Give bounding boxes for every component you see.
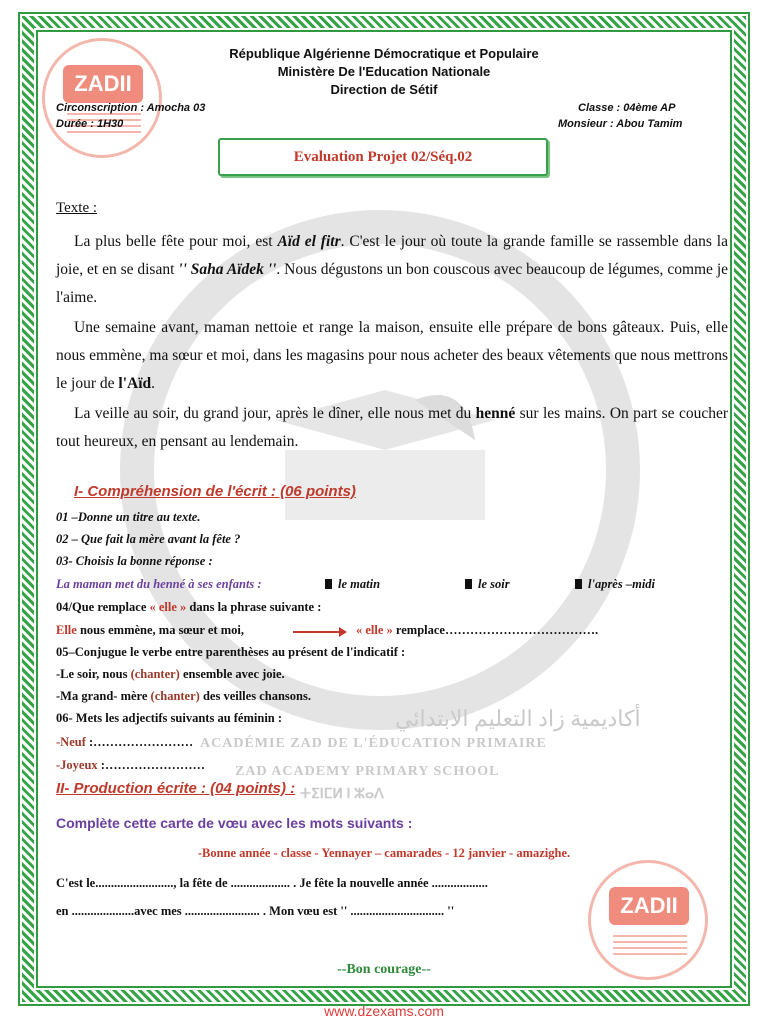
header-line3: Direction de Sétif bbox=[330, 82, 438, 97]
question-5-line1[interactable]: -Le soir, nous (chanter) ensemble avec joie. bbox=[56, 667, 285, 681]
para3-henne: henné bbox=[475, 405, 516, 422]
site-link[interactable]: www.dzexams.com bbox=[324, 1003, 444, 1019]
question-4: 04/Que remplace « elle » dans la phrase suivante : bbox=[56, 600, 322, 614]
para2-part-c: . bbox=[151, 375, 156, 392]
paragraph-1 bbox=[56, 228, 728, 312]
header-line2: Ministère De l'Education Nationale bbox=[277, 64, 491, 79]
question-4-answer-line[interactable]: « elle » remplace………………………………. bbox=[356, 623, 599, 637]
section-comprehension-title: I- Compréhension de l'écrit : (06 points) bbox=[74, 483, 356, 500]
badge-logo-text: ZADII bbox=[63, 65, 143, 103]
choice-le-soir[interactable]: le soir bbox=[465, 577, 510, 592]
watermark-fr: ACADÉMIE ZAD DE L'ÉDUCATION PRIMAIRE bbox=[200, 736, 547, 751]
meta-monsieur: Monsieur : Abou Tamim bbox=[558, 118, 683, 130]
choice-le-matin[interactable]: le matin bbox=[325, 577, 380, 592]
footer-bon-courage: --Bon courage-- bbox=[337, 962, 431, 977]
arrow-right-icon bbox=[293, 631, 345, 633]
watermark-tz: ⵜⵉⵏⵎⵍ ⵏ ⵣⴰⴷ bbox=[300, 787, 384, 802]
question-5: 05–Conjugue le verbe entre parenthèses au présent de l'indicatif : bbox=[56, 645, 406, 659]
badge-lines-icon bbox=[613, 935, 687, 937]
badge-logo-text: ZADII bbox=[609, 887, 689, 925]
paragraph-2 bbox=[56, 314, 728, 398]
checkbox-icon bbox=[465, 579, 472, 589]
para1-part-e: . Nous dégustons un bon couscous avec beaucoup de légumes, comme je l'aime. bbox=[56, 261, 729, 306]
para1-part-c: . C'est le jour où toute la grande famille se rassemble dans la joie, et en se disant bbox=[56, 233, 728, 278]
meta-circonscription: Circonscription : Amocha 03 bbox=[56, 102, 206, 114]
production-words: -Bonne année - classe - Yennayer – camarades - 12 janvier - amazighe. bbox=[197, 846, 571, 860]
checkbox-icon bbox=[575, 579, 582, 589]
para3-part-a: La veille au soir, du grand jour, après le dîner, elle nous met du bbox=[74, 405, 476, 422]
production-instruction: Complète cette carte de vœu avec les mots suivants : bbox=[56, 815, 413, 831]
para2-aid: l'Aïd bbox=[118, 375, 152, 392]
question-2: 02 – Que fait la mère avant la fête ? bbox=[56, 532, 241, 546]
paragraph-3 bbox=[56, 400, 728, 456]
question-6: 06- Mets les adjectifs suivants au féminin : bbox=[56, 711, 283, 725]
question-4-sentence: Elle nous emmène, ma sœur et moi, bbox=[56, 623, 244, 637]
question-3-prompt: La maman met du henné à ses enfants : bbox=[56, 577, 262, 591]
header-line1: République Algérienne Démocratique et Populaire bbox=[229, 46, 539, 61]
para2-part-a: Une semaine avant, maman nettoie et range la maison, ensuite elle prépare de bons gâteaux. Puis, elle nous emmène, ma sœur et moi, dans les magasins pour nous acheter des beaux vêtements que nous mettrons le jour de bbox=[56, 319, 728, 392]
para3-part-c: sur les mains. On part se coucher tout heureux, en pensant au lendemain. bbox=[56, 405, 728, 450]
section-production-title: II- Production écrite : (04 points) : bbox=[56, 780, 296, 797]
question-6-line1[interactable]: -Neuf :…………………… bbox=[56, 735, 194, 749]
choice-apres-midi[interactable]: l'après –midi bbox=[575, 577, 655, 592]
watermark-en: ZAD ACADEMY PRIMARY SCHOOL bbox=[235, 764, 500, 779]
page-title: Evaluation Projet 02/Séq.02 bbox=[218, 138, 548, 176]
meta-classe: Classe : 04ème AP bbox=[578, 102, 676, 114]
checkbox-icon bbox=[325, 579, 332, 589]
production-line2[interactable]: en ....................avec mes ........................ . Mon vœu est '' .............................. '' bbox=[56, 904, 455, 918]
meta-duree: Durée : 1H30 bbox=[56, 118, 124, 130]
question-6-line2[interactable]: -Joyeux :…………………… bbox=[56, 758, 205, 772]
texte-label: Texte : bbox=[56, 200, 98, 216]
para1-saha: '' Saha Aïdek '' bbox=[178, 261, 277, 278]
production-line1[interactable]: C'est le........................., la fête de ................... . Je fête la nouvelle année .................. bbox=[56, 876, 488, 890]
watermark-ar: أكاديمية زاد التعليم الابتدائي bbox=[395, 706, 641, 731]
question-5-line2[interactable]: -Ma grand- mère (chanter) des veilles chansons. bbox=[56, 689, 311, 703]
para1-part-a: La plus belle fête pour moi, est bbox=[74, 233, 278, 250]
para1-aid: Aïd el fitr bbox=[277, 233, 341, 250]
question-3: 03- Choisis la bonne réponse : bbox=[56, 554, 213, 568]
question-1: 01 –Donne un titre au texte. bbox=[56, 510, 201, 524]
